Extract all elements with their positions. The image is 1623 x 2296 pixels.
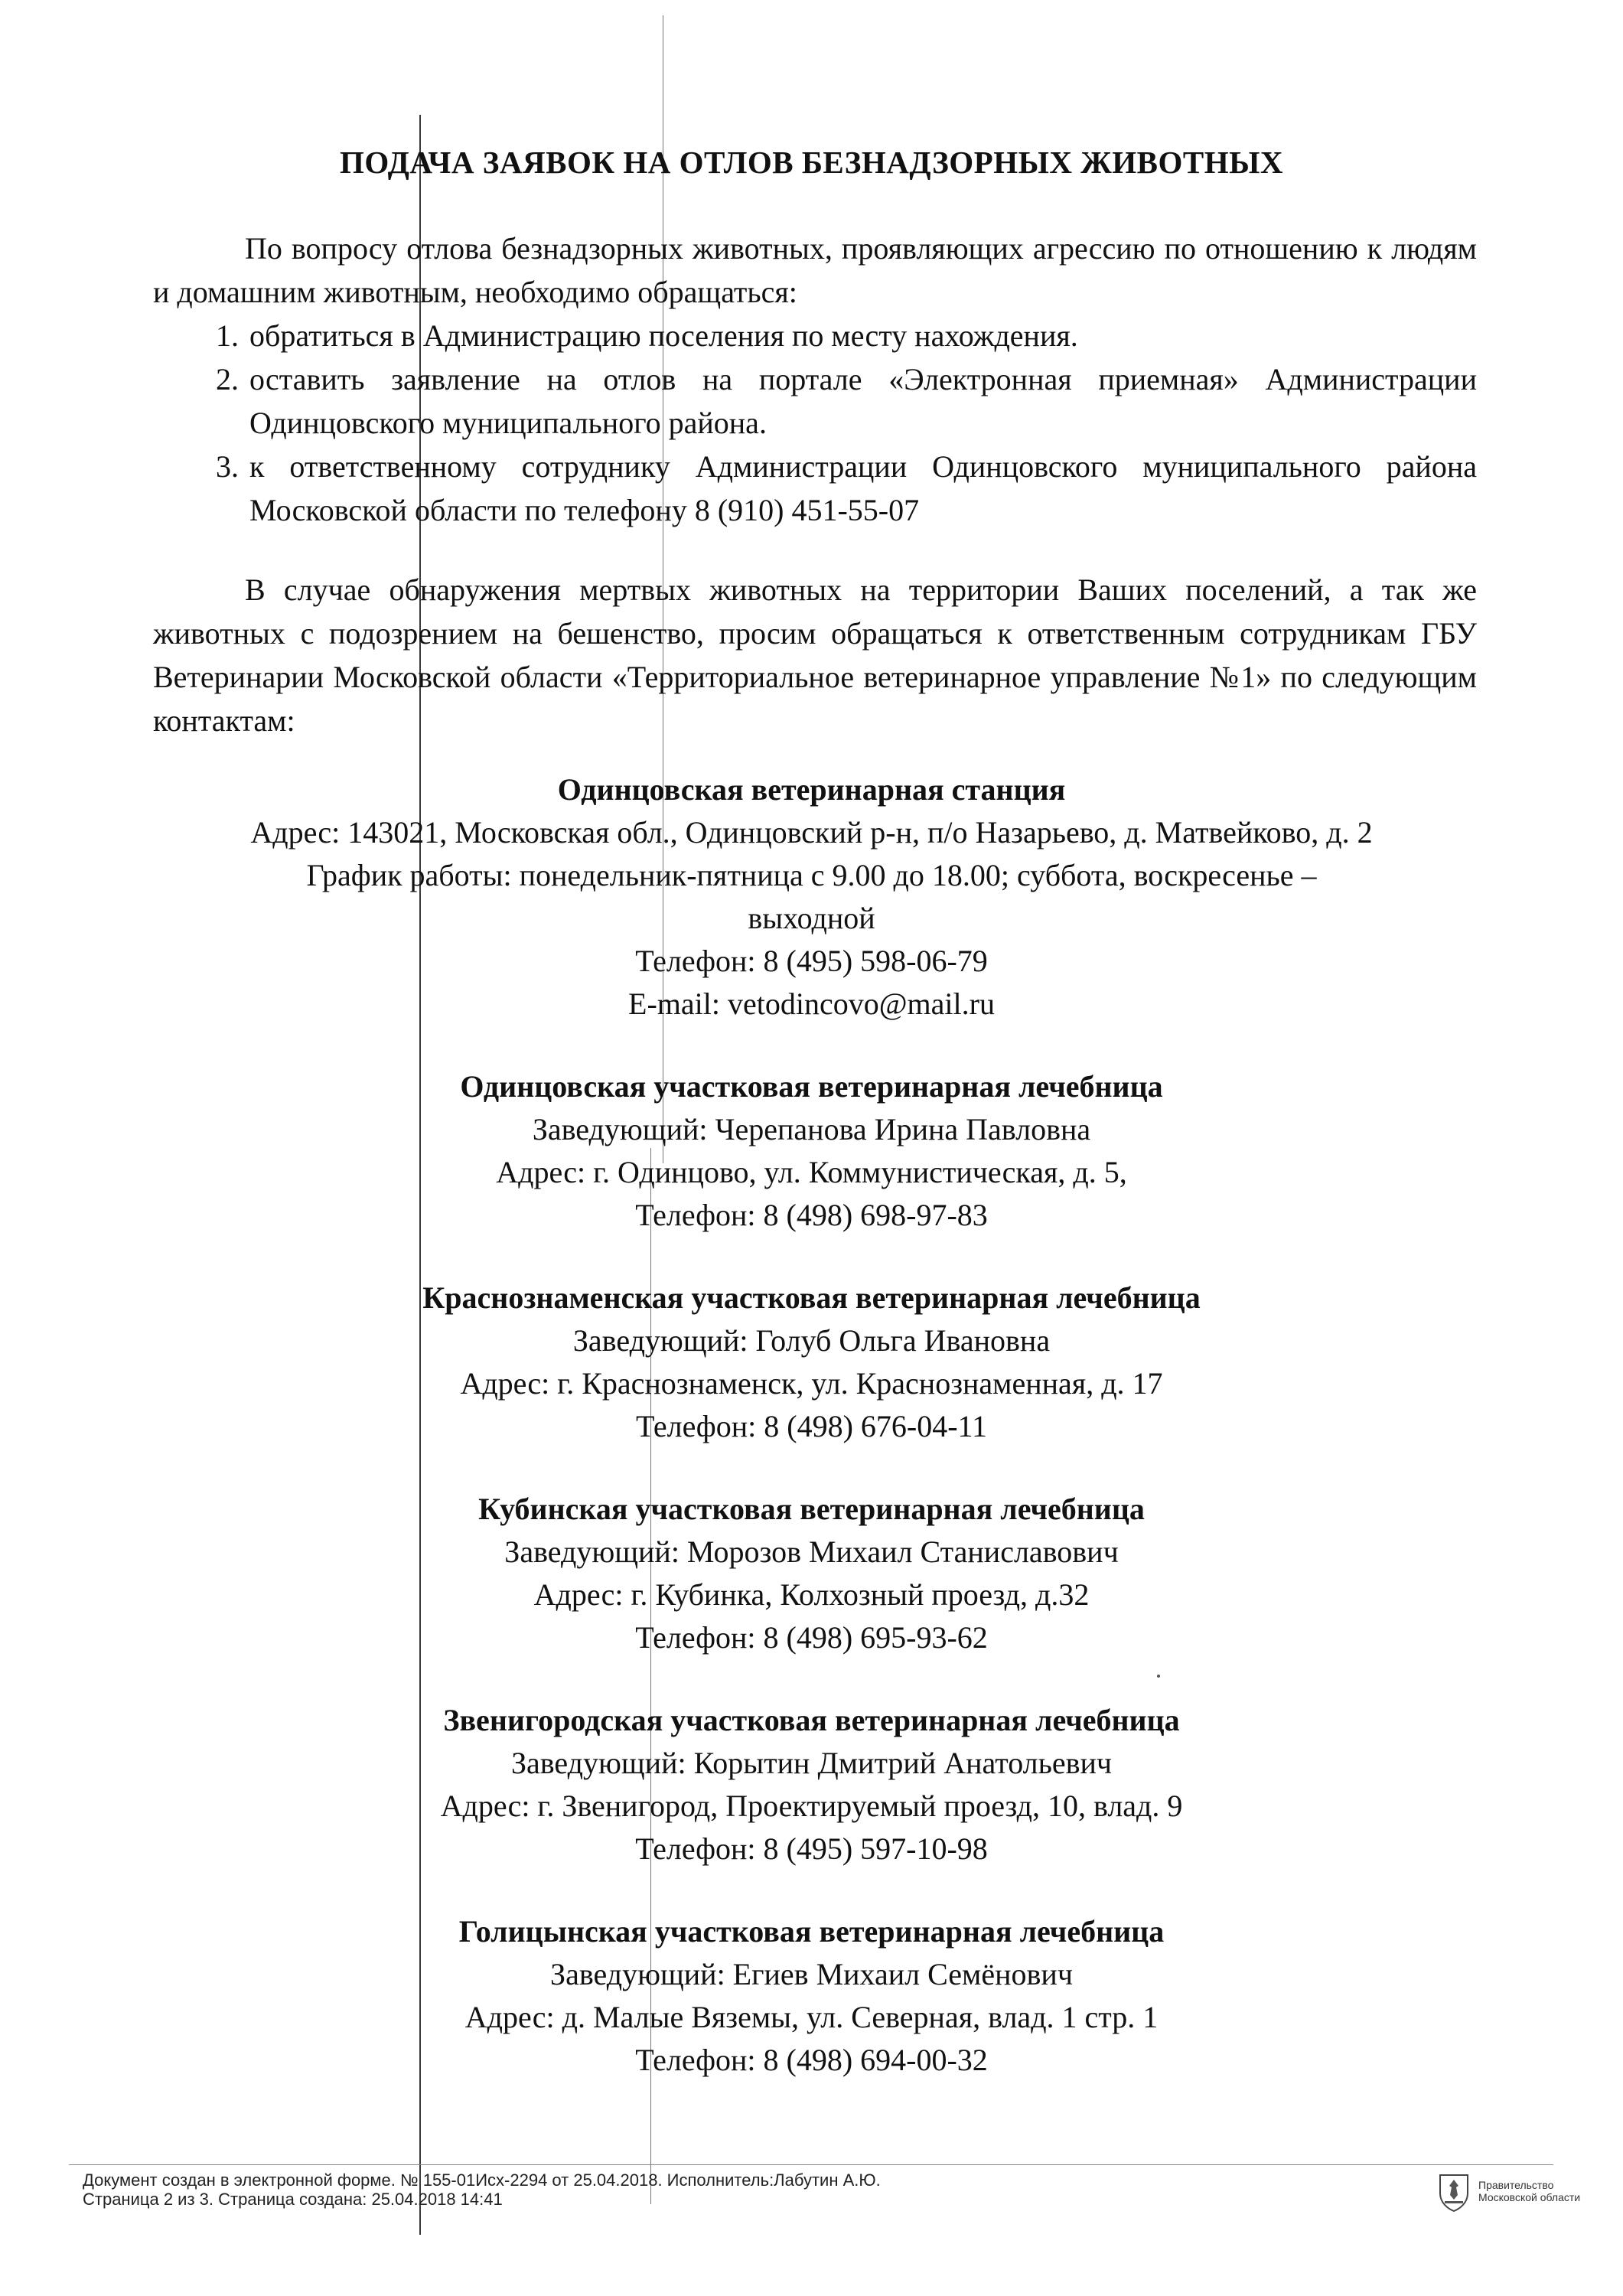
scan-speck [1157,1675,1160,1678]
contact-line: Телефон: 8 (495) 598-06-79 [635,944,988,978]
contact-line: Заведующий: Егиев Михаил Семёнович [550,1957,1073,1991]
document-title: ПОДАЧА ЗАЯВОК НА ОТЛОВ БЕЗНАДЗОРНЫХ ЖИВОТНЫХ [339,145,1284,180]
contact-name: Одинцовская участковая ветеринарная лечебница [460,1069,1163,1104]
contact-line: Заведующий: Черепанова Ирина Павловна [532,1112,1091,1146]
list-item [153,314,1477,357]
government-label-line: Московской области [1478,2191,1581,2203]
contact-line: Адрес: 143021, Московская обл., Одинцовский р-н, п/о Назарьево, д. Матвейково, д. 2 [250,815,1373,850]
contact-line: Заведующий: Голуб Ольга Ивановна [572,1323,1051,1358]
intro-paragraph: По вопросу отлова безнадзорных животных, проявляющих агрессию по отношению к людям и домашним животным, необходимо обращаться: [153,231,1477,309]
list-text: к ответственному сотруднику Администрации Одинцовского муниципального района Московской области по телефону 8 (910) 451-55-07 [249,449,1477,527]
contact-line: График работы: понедельник-пятница с 9.00 до 18.00; суббота, воскресенье – [306,858,1317,892]
contact-line: Телефон: 8 (498) 694-00-32 [635,2043,988,2077]
list-text: оставить заявление на отлов на портале «Электронная приемная» Администрации Одинцовского муниципального района. [249,362,1477,440]
contacts-list [0,768,1623,2122]
contact-line: Телефон: 8 (498) 676-04-11 [635,1409,988,1443]
contact-name: Краснознаменская участковая ветеринарная лечебница [422,1280,1201,1315]
coat-of-arms-icon [1436,2170,1472,2212]
contact-line: Адрес: г. Звенигород, Проектируемый проезд, 10, влад. 9 [440,1789,1183,1823]
government-label-line: Правительство [1478,2179,1554,2191]
list-item [153,445,1477,532]
contact-line: Адрес: г. Одинцово, ул. Коммунистическая, д. 5, [496,1155,1127,1189]
contact-name: Голицынская участковая ветеринарная лечебница [458,1914,1165,1949]
contact-block [0,1699,1623,1870]
contact-name: Одинцовская ветеринарная станция [557,772,1066,807]
contact-line: выходной [748,901,875,935]
contact-name: Звенигородская участковая ветеринарная лечебница [443,1703,1180,1737]
contact-line: Адрес: г. Краснознаменск, ул. Краснознаменная, д. 17 [460,1366,1163,1401]
government-mark [1436,2170,1586,2212]
info-paragraph: В случае обнаружения мертвых животных на территории Ваших поселений, а так же животных с подозрением на бешенство, просим обращаться к ответственным сотрудникам ГБУ Ветеринарии Московской области «Территориальное ветеринарное управление №1» по следующим контактам: [153,572,1477,738]
contact-line: E-mail: vetodincovo@mail.ru [628,987,995,1021]
footer-info [83,2170,881,2209]
footer-divider [69,2164,1553,2165]
contact-line: Адрес: г. Кубинка, Колхозный проезд, д.32 [533,1577,1090,1612]
government-label [1478,2179,1586,2203]
footer-line: Документ создан в электронной форме. № 155-01Исх-2294 от 25.04.2018. Исполнитель:Лабутин А.Ю. [83,2170,881,2190]
footer-line: Страница 2 из 3. Страница создана: 25.04.2018 14:41 [83,2190,503,2209]
contact-line: Телефон: 8 (498) 698-97-83 [635,1198,988,1232]
list-text: обратиться в Администрацию поселения по месту нахождения. [249,318,1078,353]
contact-line: Заведующий: Морозов Михаил Станиславович [504,1534,1119,1569]
list-number: 2. [216,362,239,396]
contact-name: Кубинская участковая ветеринарная лечебница [478,1492,1145,1526]
list-item [153,357,1477,445]
intro-section [153,227,1477,532]
list-number: 3. [216,449,239,484]
contact-block [0,768,1623,1026]
contact-line: Заведующий: Корытин Дмитрий Анатольевич [510,1746,1113,1780]
contact-line: Телефон: 8 (498) 695-93-62 [635,1620,988,1655]
contact-block [0,1488,1623,1659]
contact-line: Телефон: 8 (495) 597-10-98 [635,1831,988,1866]
contact-block [0,1065,1623,1237]
contact-line: Адрес: д. Малые Вяземы, ул. Северная, влад. 1 стр. 1 [464,2000,1159,2034]
contact-block [0,1277,1623,1448]
contact-block [0,1910,1623,2082]
list-number: 1. [216,318,239,353]
